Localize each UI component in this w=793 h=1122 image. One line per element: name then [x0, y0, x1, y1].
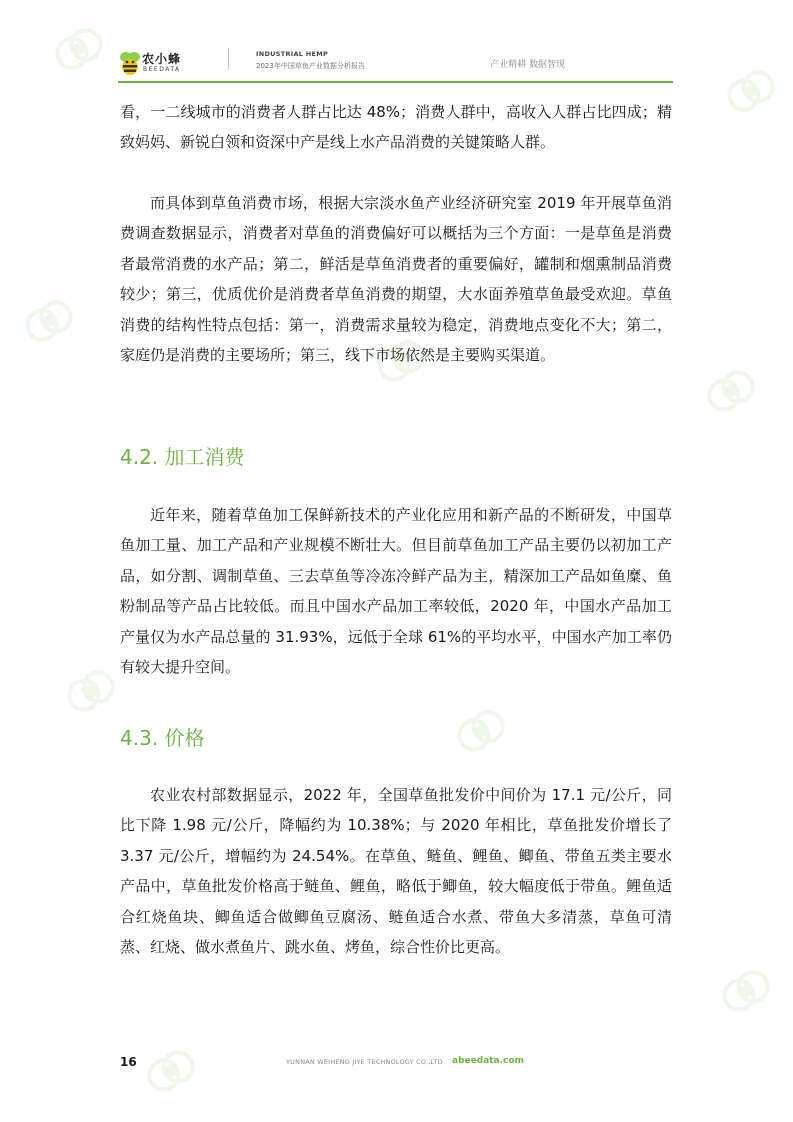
- watermark-bee-icon: [7, 279, 92, 364]
- paragraph-processing: 近年来，随着草鱼加工保鲜新技术的产业化应用和新产品的不断研发，中国草鱼加工量、加工产品和产业规模不断壮大。但目前草鱼加工产品主要仍以初加工产品，如分割、调制草鱼、三去草鱼等冷冻冷鲜产品为主，精深加工产品如鱼糜、鱼粉制品等产品占比较低。而且中国水产品加工率较低，2020 年，中国水产品加工产量仅为水产品总量的 31.93%，远低于全球 61%的平均水平，中国水产加工率仍有较大提升空间。: [120, 506, 672, 677]
- watermark-bee-icon: [439, 689, 524, 774]
- logo-name: 农小蜂: [142, 52, 182, 66]
- bee-icon: [118, 49, 142, 77]
- watermark-bee-icon: [129, 1029, 214, 1114]
- header-divider: [228, 48, 229, 70]
- footer-website-link[interactable]: abeedata.com: [452, 1056, 524, 1066]
- watermark-bee-icon: [704, 949, 789, 1034]
- watermark-bee-icon: [709, 49, 793, 134]
- footer-company: YUNNAN WEIHENG JIYE TECHNOLOGY CO.,LTD: [286, 1058, 443, 1066]
- watermark-bee-icon: [689, 349, 774, 434]
- page-header: [118, 46, 673, 86]
- section-heading-price: 4.3. 价格: [120, 726, 205, 750]
- paragraph-intro: 看，一二线城市的消费者人群占比达 48%；消费人群中，高收入人群占比四成；精致妈妈、新锐白领和资深中产是线上水产品消费的关键策略人群。: [120, 103, 672, 152]
- paragraph-price: 农业农村部数据显示，2022 年，全国草鱼批发价中间价为 17.1 元/公斤，同比下降 1.98 元/公斤，降幅约为 10.38%；与 2020 年相比，草鱼批发价增长了 3.37 元/公斤，增幅约为 24.54%。在草鱼、鲢鱼、鲤鱼、鲫鱼、带鱼五类主要水产品中，草鱼批发价格高于鲢鱼、鲤鱼，略低于鲫鱼，较大幅度低于带鱼。鲤鱼适合红烧鱼块、鲫鱼适合做鲫鱼豆腐汤、鲢鱼适合水煮、带鱼大多清蒸，草鱼可清蒸、红烧、做水煮鱼片、跳水鱼、烤鱼，综合性价比更高。: [120, 786, 672, 957]
- page-number: 16: [120, 1055, 137, 1069]
- brand-logo: [118, 49, 218, 79]
- header-report-title: 2023年中国草鱼产业数据分析报告: [256, 62, 365, 70]
- logo-subtitle: BEEDATA: [143, 66, 181, 73]
- header-rule: [118, 81, 673, 83]
- section-heading-processing: 4.2. 加工消费: [120, 445, 245, 469]
- watermark-bee-icon: [37, 7, 122, 92]
- header-topic: INDUSTRIAL HEMP: [256, 50, 329, 58]
- header-slogan: 产业精耕 数据智现: [490, 60, 565, 70]
- paragraph-grass-carp-consumption: 而具体到草鱼消费市场，根据大宗淡水鱼产业经济研究室 2019 年开展草鱼消费调查数据显示，消费者对草鱼的消费偏好可以概括为三个方面：一是草鱼是消费者最常消费的水产品；第二，鲜活是草鱼消费者的重要偏好，罐制和烟熏制品消费较少；第三，优质优价是消费者草鱼消费的期望，大水面养殖草鱼最受欢迎。草鱼消费的结构性特点包括：第一，消费需求量较为稳定，消费地点变化不大；第二，家庭仍是消费的主要场所；第三，线下市场依然是主要购买渠道。: [120, 194, 672, 365]
